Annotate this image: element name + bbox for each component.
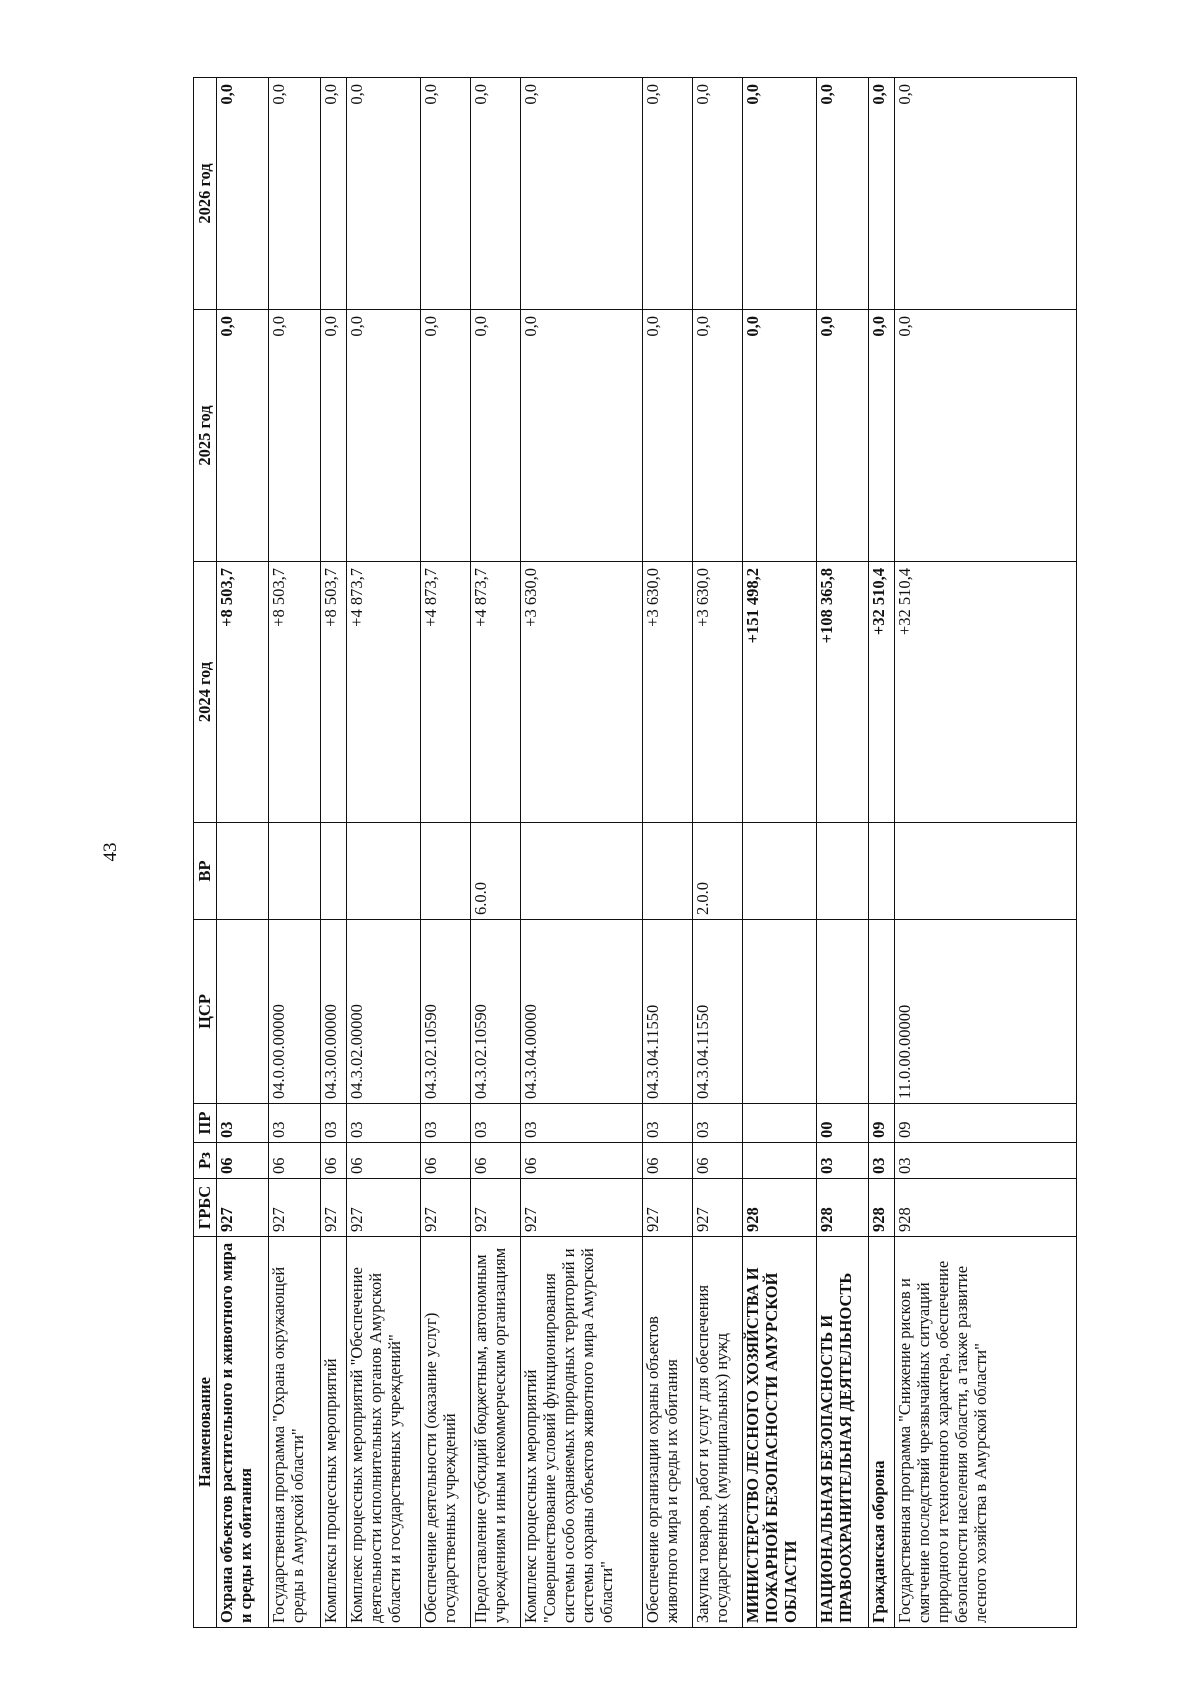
cell-grbs: 927 [217,1179,269,1237]
cell-name: Закупка товаров, работ и услуг для обеспечения государственных (муниципальных) нужд [693,1237,743,1628]
cell-name: Государственная программа "Охрана окружающей среды в Амурской области" [269,1237,321,1628]
table-row [421,78,471,1628]
cell-rz: 06 [643,1143,693,1179]
cell-csr: 04.3.02.00000 [347,920,421,1104]
cell-grbs: 928 [743,1179,817,1237]
cell-2026: 0,0 [869,78,895,310]
cell-pr: 03 [693,1104,743,1143]
header-2026: 2026 год [194,78,217,310]
cell-vr [743,823,817,920]
cell-csr: 11.0.00.00000 [895,920,1077,1104]
table-row [321,78,347,1628]
cell-2024: +4 873,7 [471,562,521,823]
table-row [869,78,895,1628]
cell-2026: 0,0 [817,78,869,310]
cell-2026: 0,0 [743,78,817,310]
cell-pr: 03 [217,1104,269,1143]
cell-vr [347,823,421,920]
page-number: 43 [100,842,121,862]
cell-name: Обеспечение деятельности (оказание услуг) государственных учреждений [421,1237,471,1628]
cell-rz: 03 [895,1143,1077,1179]
cell-pr: 03 [421,1104,471,1143]
cell-grbs: 927 [347,1179,421,1237]
cell-rz: 06 [521,1143,643,1179]
cell-2026: 0,0 [269,78,321,310]
cell-grbs: 928 [869,1179,895,1237]
cell-2024: +8 503,7 [321,562,347,823]
cell-csr: 04.3.04.11550 [693,920,743,1104]
cell-pr: 03 [347,1104,421,1143]
table-header-row [194,78,217,1628]
cell-name: Охрана объектов растительного и животного мира и среды их обитания [217,1237,269,1628]
cell-vr [269,823,321,920]
cell-2025: 0,0 [347,310,421,562]
cell-name: Комплекс процессных мероприятий "Совершенствование условий функционирования системы особо охраняемых природных территорий и системы охраны объектов животного мира Амурской области" [521,1237,643,1628]
cell-2026: 0,0 [643,78,693,310]
table-row [743,78,817,1628]
cell-2025: 0,0 [743,310,817,562]
cell-vr: 6.0.0 [471,823,521,920]
cell-csr [817,920,869,1104]
cell-2024: +108 365,8 [817,562,869,823]
header-pr: ПР [194,1104,217,1143]
cell-vr [817,823,869,920]
cell-grbs: 927 [521,1179,643,1237]
cell-2025: 0,0 [217,310,269,562]
cell-name: Комплексы процессных мероприятий [321,1237,347,1628]
cell-2025: 0,0 [817,310,869,562]
cell-2026: 0,0 [521,78,643,310]
cell-grbs: 927 [471,1179,521,1237]
cell-rz: 03 [869,1143,895,1179]
cell-rz: 06 [321,1143,347,1179]
cell-2024: +3 630,0 [643,562,693,823]
table-row [895,78,1077,1628]
cell-grbs: 927 [321,1179,347,1237]
cell-csr: 04.3.02.10590 [421,920,471,1104]
table-row [471,78,521,1628]
cell-2025: 0,0 [895,310,1077,562]
cell-grbs: 927 [643,1179,693,1237]
cell-csr [743,920,817,1104]
cell-pr: 03 [521,1104,643,1143]
cell-csr: 04.3.02.10590 [471,920,521,1104]
cell-2024: +32 510,4 [869,562,895,823]
cell-2025: 0,0 [869,310,895,562]
cell-csr: 04.3.00.00000 [321,920,347,1104]
cell-name: Государственная программа "Снижение рисков и смягчение последствий чрезвычайных ситуаций природного и техногенного характера, обеспечение безопасности населения области, а также развитие лесного хозяйства в Амурской области" [895,1237,1077,1628]
cell-vr [421,823,471,920]
cell-rz: 06 [471,1143,521,1179]
cell-2024: +4 873,7 [421,562,471,823]
cell-pr [743,1104,817,1143]
cell-name: МИНИСТЕРСТВО ЛЕСНОГО ХОЗЯЙСТВА И ПОЖАРНОЙ БЕЗОПАСНОСТИ АМУРСКОЙ ОБЛАСТИ [743,1237,817,1628]
cell-rz: 06 [693,1143,743,1179]
cell-2026: 0,0 [421,78,471,310]
cell-2025: 0,0 [321,310,347,562]
table-row [817,78,869,1628]
cell-2025: 0,0 [269,310,321,562]
budget-table-container [193,78,1077,1628]
header-csr: ЦСР [194,920,217,1104]
cell-vr [869,823,895,920]
header-vr: ВР [194,823,217,920]
cell-rz [743,1143,817,1179]
table-row [269,78,321,1628]
cell-grbs: 927 [269,1179,321,1237]
cell-pr: 03 [471,1104,521,1143]
cell-2025: 0,0 [521,310,643,562]
cell-2025: 0,0 [693,310,743,562]
cell-2024: +8 503,7 [217,562,269,823]
cell-pr: 09 [869,1104,895,1143]
cell-csr: 04.3.04.00000 [521,920,643,1104]
table-row [693,78,743,1628]
cell-rz: 06 [269,1143,321,1179]
cell-2024: +32 510,4 [895,562,1077,823]
cell-2024: +8 503,7 [269,562,321,823]
cell-grbs: 928 [817,1179,869,1237]
cell-vr: 2.0.0 [693,823,743,920]
cell-pr: 03 [643,1104,693,1143]
table-row [643,78,693,1628]
cell-csr: 04.3.04.11550 [643,920,693,1104]
cell-grbs: 927 [421,1179,471,1237]
cell-rz: 06 [347,1143,421,1179]
cell-pr: 03 [321,1104,347,1143]
header-2024: 2024 год [194,562,217,823]
cell-2024: +4 873,7 [347,562,421,823]
cell-2026: 0,0 [471,78,521,310]
cell-2024: +3 630,0 [521,562,643,823]
cell-vr [321,823,347,920]
cell-name: НАЦИОНАЛЬНАЯ БЕЗОПАСНОСТЬ И ПРАВООХРАНИТЕЛЬНАЯ ДЕЯТЕЛЬНОСТЬ [817,1237,869,1628]
cell-name: Гражданская оборона [869,1237,895,1628]
cell-grbs: 928 [895,1179,1077,1237]
table-row [217,78,269,1628]
cell-2026: 0,0 [895,78,1077,310]
cell-2025: 0,0 [421,310,471,562]
cell-2025: 0,0 [643,310,693,562]
cell-rz: 06 [421,1143,471,1179]
cell-2024: +3 630,0 [693,562,743,823]
cell-pr: 09 [895,1104,1077,1143]
header-rz: Рз [194,1143,217,1179]
cell-vr [895,823,1077,920]
cell-name: Предоставление субсидий бюджетным, автономным учреждениям и иным некоммерческим организациям [471,1237,521,1628]
header-2025: 2025 год [194,310,217,562]
cell-2024: +151 498,2 [743,562,817,823]
cell-name: Обеспечение организации охраны объектов животного мира и среды их обитания [643,1237,693,1628]
cell-rz: 03 [817,1143,869,1179]
cell-grbs: 927 [693,1179,743,1237]
cell-csr [869,920,895,1104]
cell-2026: 0,0 [217,78,269,310]
cell-csr: 04.0.00.00000 [269,920,321,1104]
cell-name: Комплекс процессных мероприятий "Обеспечение деятельности исполнительных органов Амурской области и государственных учреждений" [347,1237,421,1628]
cell-vr [521,823,643,920]
header-name: Наименование [194,1237,217,1628]
cell-2026: 0,0 [693,78,743,310]
cell-pr: 03 [269,1104,321,1143]
cell-2025: 0,0 [471,310,521,562]
header-grbs: ГРБС [194,1179,217,1237]
table-row [347,78,421,1628]
cell-rz: 06 [217,1143,269,1179]
cell-2026: 0,0 [347,78,421,310]
table-row [521,78,643,1628]
cell-pr: 00 [817,1104,869,1143]
budget-table [193,77,1077,1628]
cell-vr [217,823,269,920]
cell-vr [643,823,693,920]
cell-csr [217,920,269,1104]
cell-2026: 0,0 [321,78,347,310]
